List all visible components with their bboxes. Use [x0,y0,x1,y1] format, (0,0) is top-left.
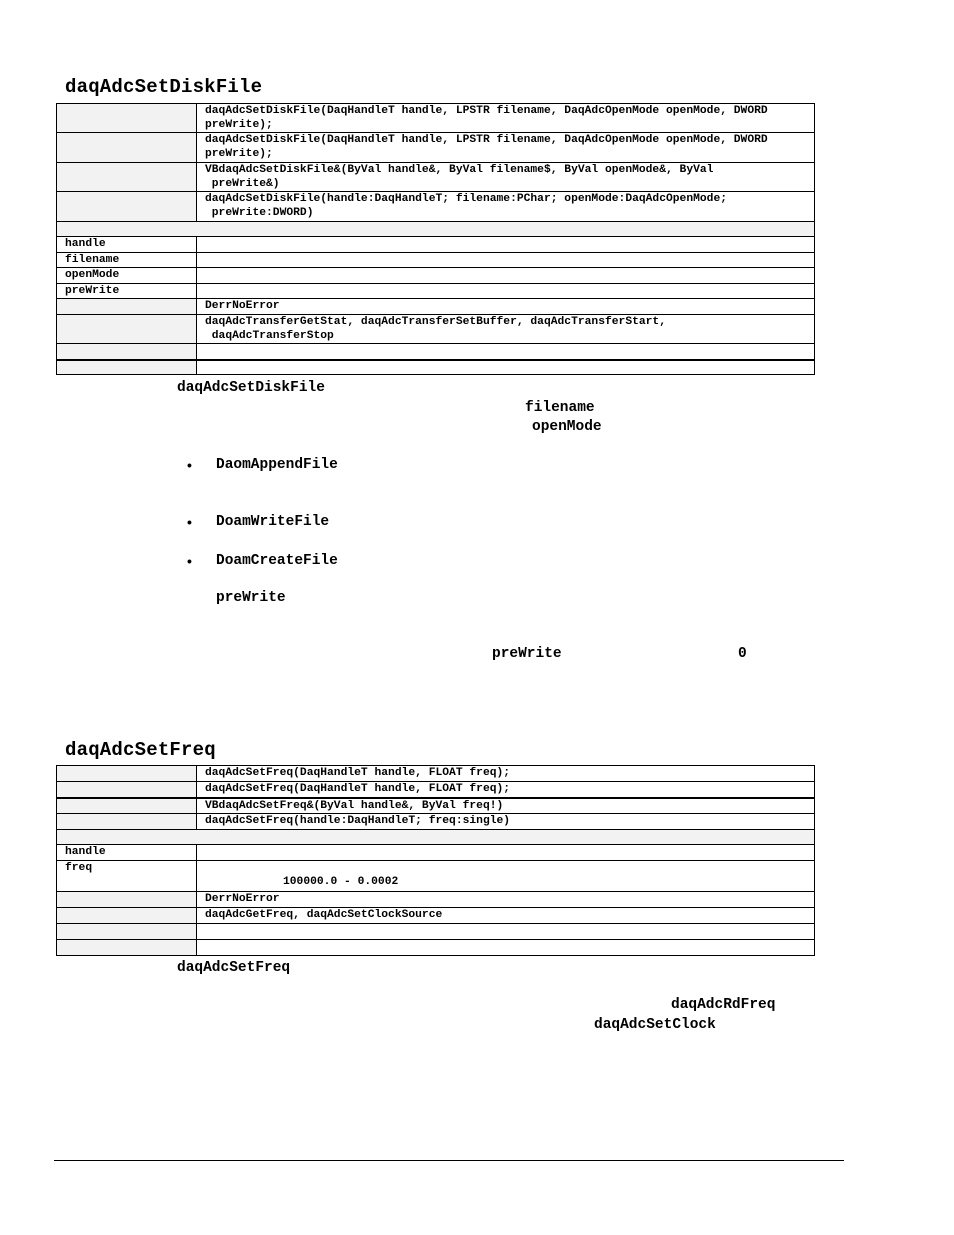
setdiskfile-spec-table [56,103,815,375]
body-rdfreq: daqAdcRdFreq [671,997,776,1013]
proto-c: daqAdcSetFreq(DaqHandleT handle, FLOAT freq); [197,766,815,782]
bullet-icon: • [187,514,192,530]
parameter-header-row [57,222,815,237]
proto-pascal: daqAdcSetFreq(handle:DaqHandleT; freq:single) [197,814,815,830]
returns-value: DerrNoError [197,892,815,908]
bullet-icon: • [187,457,192,473]
bullet-icon: • [187,553,192,569]
proto-cpp: daqAdcSetFreq(DaqHandleT handle, FLOAT freq); [197,782,815,798]
freq-range: 100000.0 - 0.0002 [283,876,399,888]
see-also: daqAdcGetFreq, daqAdcSetClockSource [197,908,815,924]
body-filename: filename [525,400,595,416]
bullet-item: DoamCreateFile [216,553,338,569]
param-name: preWrite [57,284,197,299]
proto-pascal: daqAdcSetDiskFile(handle:DaqHandleT; filename:PChar; openMode:DaqAdcOpenMode; preWrite:DWORD) [197,192,815,222]
bullet-item: DaomAppendFile [216,457,338,473]
body-prewrite: preWrite [216,590,286,606]
body-openmode: openMode [532,419,602,435]
body-func-name-2: daqAdcSetFreq [177,960,291,976]
param-name: handle [57,237,197,253]
setfreq-spec-table [56,765,815,956]
returns-value: DerrNoError [197,299,815,315]
section-title-setdiskfile: daqAdcSetDiskFile [65,76,263,98]
param-name: filename [57,253,197,268]
body-func-name: daqAdcSetDiskFile [177,380,325,396]
see-also: daqAdcTransferGetStat, daqAdcTransferSetBuffer, daqAdcTransferStart, daqAdcTransferStop [197,315,815,344]
bullet-item: DoamWriteFile [216,514,330,530]
proto-c: daqAdcSetDiskFile(DaqHandleT handle, LPSTR filename, DaqAdcOpenMode openMode, DWORD preWrite); [197,104,815,133]
proto-cpp: daqAdcSetDiskFile(DaqHandleT handle, LPSTR filename, DaqAdcOpenMode openMode, DWORD preWrite); [197,133,815,163]
param-name: openMode [57,268,197,284]
param-name: freq [57,861,197,892]
body-setclock: daqAdcSetClock [594,1017,716,1033]
footer-rule [54,1160,844,1161]
proto-vb: VBdaqAdcSetFreq&(ByVal handle&, ByVal freq!) [197,798,815,814]
body-zero: 0 [738,646,747,662]
proto-vb: VBdaqAdcSetDiskFile&(ByVal handle&, ByVal filename$, ByVal openMode&, ByVal preWrite&) [197,163,815,192]
parameter-header-row [57,830,815,845]
section-title-setfreq: daqAdcSetFreq [65,739,216,761]
body-prewrite-2: preWrite [492,646,562,662]
param-name: handle [57,845,197,861]
